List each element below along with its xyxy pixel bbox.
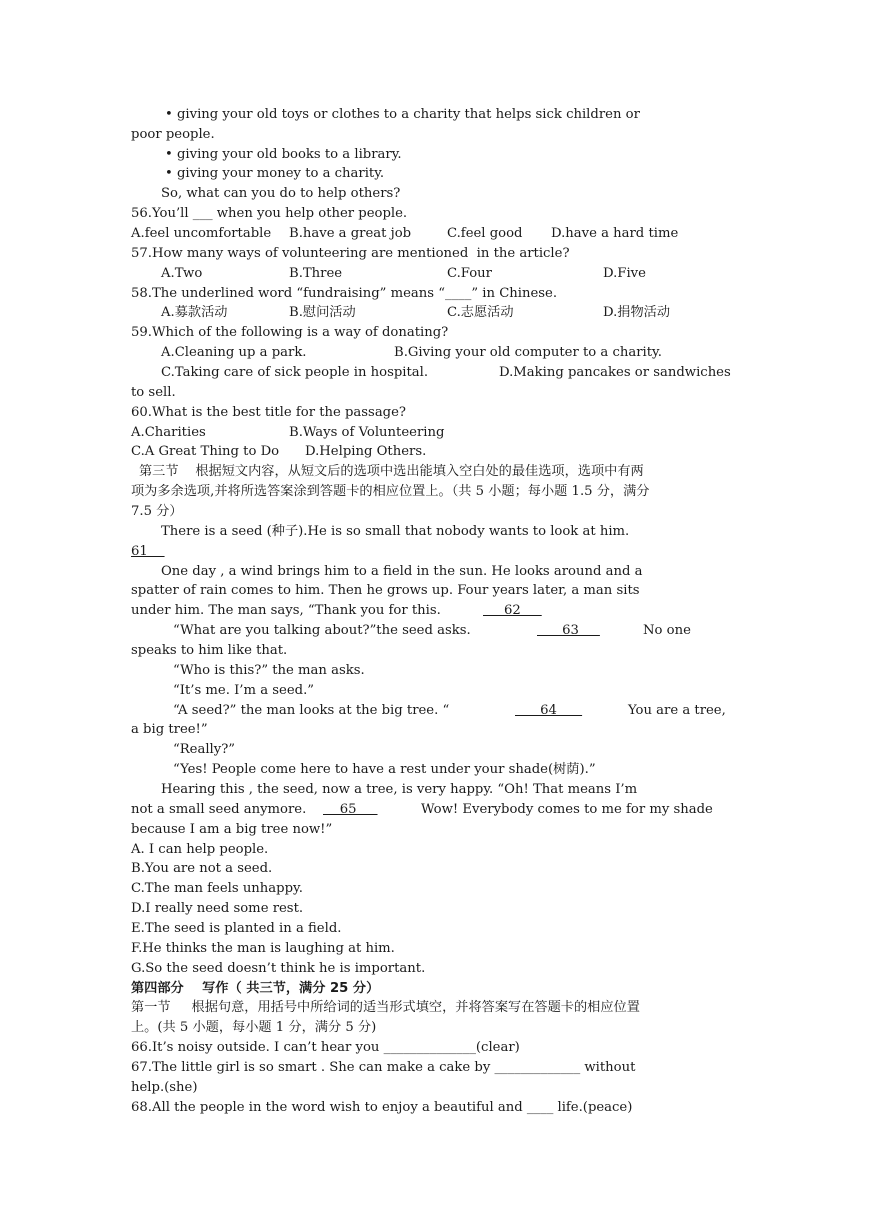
question-56: 56.You’ll ___ when you help other people. bbox=[131, 206, 408, 221]
q58-option-a: A.募款活动 bbox=[161, 305, 228, 320]
section-1-instructions-1: 第一节 根据句意，用括号中所给词的适当形式填空，并将答案写在答题卡的相应位置 bbox=[131, 1000, 640, 1015]
q60-option-d: D.Helping Others. bbox=[305, 444, 427, 459]
cloze-option-d: D.I really need some rest. bbox=[131, 901, 304, 916]
passage-line-12: “Yes! People come here to have a rest under your shade(树荫).” bbox=[173, 762, 596, 777]
question-68: 68.All the people in the word wish to enjoy a beautiful and ____ life.(peace) bbox=[131, 1100, 633, 1115]
passage-line-3: spatter of rain comes to him. Then he grows up. Four years later, a man sits bbox=[131, 583, 640, 598]
passage-line-7: “Who is this?” the man asks. bbox=[173, 663, 365, 678]
q56-option-c: C.feel good bbox=[447, 226, 523, 241]
passage-line-1: There is a seed (种子).He is so small that nobody wants to look at him. bbox=[161, 524, 630, 539]
q57-option-b: B.Three bbox=[289, 266, 343, 281]
cloze-option-b: B.You are not a seed. bbox=[131, 861, 273, 876]
question-67: 67.The little girl is so smart . She can make a cake by _____________ without bbox=[131, 1060, 636, 1075]
question-58: 58.The underlined word “fundraising” means “____” in Chinese. bbox=[131, 286, 558, 301]
passage-line-9: “A seed?” the man looks at the big tree. “ bbox=[173, 703, 450, 718]
blank-63: 63 bbox=[537, 623, 600, 638]
bullet-line-1: • giving your old toys or clothes to a charity that helps sick children or bbox=[165, 107, 640, 122]
part-4-heading: 第四部分 写作（ 共三节，满分 25 分） bbox=[131, 981, 380, 996]
q57-option-c: C.Four bbox=[447, 266, 492, 281]
passage-line-5-end: No one bbox=[643, 623, 691, 638]
passage-line-2: One day , a wind brings him to a field in the sun. He looks around and a bbox=[161, 564, 643, 579]
section-3-instructions-3: 7.5 分） bbox=[131, 504, 183, 519]
section-3-instructions-2: 项为多余选项,并将所选答案涂到答题卡的相应位置上。（共 5 小题；每小题 1.5 分，满分 bbox=[131, 484, 650, 499]
q57-option-a: A.Two bbox=[161, 266, 203, 281]
q58-option-c: C.志愿活动 bbox=[447, 305, 514, 320]
question-67-cont: help.(she) bbox=[131, 1080, 198, 1095]
passage-line-11: “Really?” bbox=[173, 742, 236, 757]
q58-option-d: D.捐物活动 bbox=[603, 305, 671, 320]
blank-62: 62 bbox=[483, 603, 542, 618]
passage-line-14-end: Wow! Everybody comes to me for my shade bbox=[421, 802, 713, 817]
q60-option-b: B.Ways of Volunteering bbox=[289, 425, 445, 440]
passage-line-14: not a small seed anymore. bbox=[131, 802, 307, 817]
section-3-instructions-1: 第三节 根据短文内容，从短文后的选项中选出能填入空白处的最佳选项，选项中有两 bbox=[139, 464, 644, 479]
question-60: 60.What is the best title for the passage? bbox=[131, 405, 406, 420]
cloze-option-g: G.So the seed doesn’t think he is important. bbox=[131, 961, 426, 976]
q56-option-d: D.have a hard time bbox=[551, 226, 679, 241]
question-59: 59.Which of the following is a way of donating? bbox=[131, 325, 449, 340]
q57-option-d: D.Five bbox=[603, 266, 646, 281]
bullet-line-2: • giving your old books to a library. bbox=[165, 147, 402, 162]
q60-option-c: C.A Great Thing to Do bbox=[131, 444, 280, 459]
q59-option-c: C.Taking care of sick people in hospital. bbox=[161, 365, 429, 380]
q59-option-d: D.Making pancakes or sandwiches bbox=[499, 365, 731, 380]
passage-line-10: a big tree!” bbox=[131, 722, 208, 737]
q58-option-b: B.慰问活动 bbox=[289, 305, 356, 320]
cloze-option-a: A. I can help people. bbox=[131, 842, 269, 857]
q59-option-d-cont: to sell. bbox=[131, 385, 176, 400]
passage-line-6: speaks to him like that. bbox=[131, 643, 288, 658]
passage-line-4: under him. The man says, “Thank you for this. bbox=[131, 603, 441, 618]
q56-option-b: B.have a great job bbox=[289, 226, 412, 241]
blank-65: 65 bbox=[323, 802, 378, 817]
passage-line-5: “What are you talking about?”the seed asks. bbox=[173, 623, 471, 638]
bullet-line-3: • giving your money to a charity. bbox=[165, 166, 385, 181]
q59-option-b: B.Giving your old computer to a charity. bbox=[394, 345, 662, 360]
q56-option-a: A.feel uncomfortable bbox=[131, 226, 272, 241]
q59-option-a: A.Cleaning up a park. bbox=[161, 345, 307, 360]
question-66: 66.It’s noisy outside. I can’t hear you ______________(clear) bbox=[131, 1040, 520, 1055]
passage-line-13: Hearing this , the seed, now a tree, is very happy. “Oh! That means I’m bbox=[161, 782, 638, 797]
section-1-instructions-2: 上。(共 5 小题，每小题 1 分，满分 5 分) bbox=[131, 1020, 377, 1035]
q60-option-a: A.Charities bbox=[131, 425, 206, 440]
cloze-option-e: E.The seed is planted in a field. bbox=[131, 921, 342, 936]
passage-closing: So, what can you do to help others? bbox=[161, 186, 401, 201]
passage-line-15: because I am a big tree now!” bbox=[131, 822, 333, 837]
blank-61: 61 bbox=[131, 544, 165, 559]
question-57: 57.How many ways of volunteering are mentioned in the article? bbox=[131, 246, 570, 261]
cloze-option-c: C.The man feels unhappy. bbox=[131, 881, 303, 896]
blank-64: 64 bbox=[515, 703, 583, 718]
cloze-option-f: F.He thinks the man is laughing at him. bbox=[131, 941, 395, 956]
passage-line-8: “It’s me. I’m a seed.” bbox=[173, 683, 314, 698]
bullet-line-1-cont: poor people. bbox=[131, 127, 215, 142]
passage-line-9-end: You are a tree, bbox=[628, 703, 726, 718]
